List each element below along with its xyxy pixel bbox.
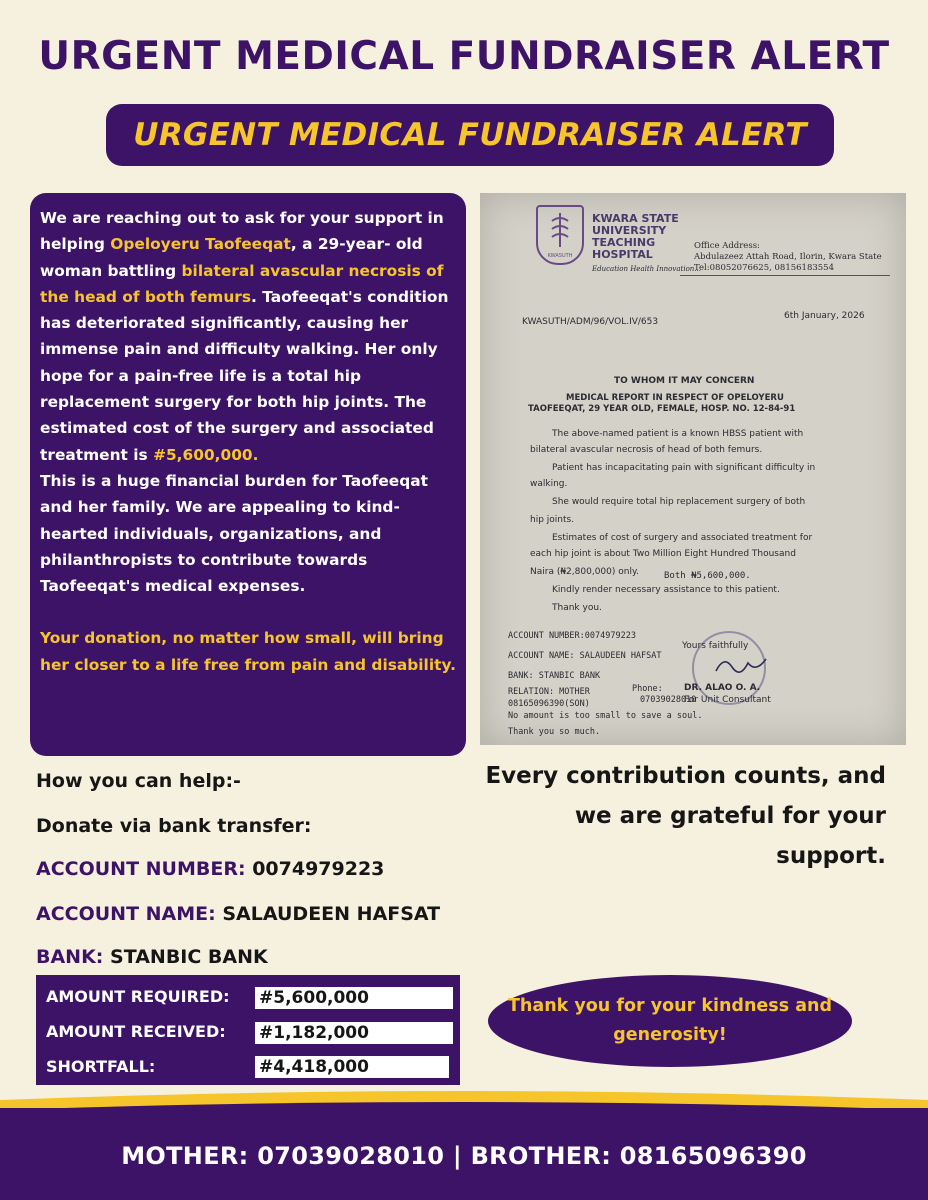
page-title: URGENT MEDICAL FUNDRAISER ALERT <box>38 34 890 79</box>
typed-phone-label: Phone: <box>632 684 663 694</box>
shortfall-value: #4,418,000 <box>254 1055 450 1079</box>
typed-thanks: Thank you so much. <box>508 727 601 737</box>
condition-name: bilateral avascular necrosis of the head of both femurs <box>40 261 444 306</box>
account-number-value: 0074979223 <box>252 858 385 880</box>
help-method: Donate via bank transfer: <box>36 815 312 837</box>
account-number-row <box>36 858 384 880</box>
svg-text:KWASUTH: KWASUTH <box>547 253 573 259</box>
story-text: . Taofeeqat's condition has deteriorated significantly, causing her immense pain and difficulty walking. Her only hope for a pain-free life is a total hip replacement surgery for both hip joints. The estimated cost of the surgery and associated treatment is <box>40 287 449 464</box>
shortfall-label: SHORTFALL: <box>46 1057 156 1076</box>
story-paragraph-3: Your donation, no matter how small, will bring her closer to a life free from pain and disability. <box>40 629 456 674</box>
thank-you-message: Thank you for your kindness and generosity! <box>488 975 852 1067</box>
account-name-value: SALAUDEEN HAFSAT <box>222 903 441 925</box>
amount-received-value: #1,182,000 <box>254 1021 454 1045</box>
hospital-logo-icon <box>538 207 582 263</box>
story-text: We are reaching out to ask for your support in helping <box>40 209 444 254</box>
signature-icon <box>712 651 772 679</box>
typed-phone-mother: 07039028010 <box>640 695 697 705</box>
typed-bank: BANK: STANBIC BANK <box>508 671 601 681</box>
medical-letter-photo <box>480 193 906 745</box>
letter-body-line: hip joints. <box>530 515 575 525</box>
hospital-name-line: HOSPITAL <box>592 248 653 261</box>
typed-account-number: ACCOUNT NUMBER:0074979223 <box>508 631 636 641</box>
handwritten-total: Both ₦5,600,000. <box>664 571 751 581</box>
letter-body-line: Patient has incapacitating pain with significant difficulty in <box>552 463 816 473</box>
amount-required-label: AMOUNT REQUIRED: <box>46 987 230 1006</box>
office-phone-line: Tel:08052076625, 08156183554 <box>694 263 835 273</box>
account-name-label: ACCOUNT NAME: <box>36 903 216 925</box>
hospital-logo <box>536 205 584 265</box>
office-address-label: Office Address: <box>694 241 760 251</box>
story-text: , a 29-year- old woman battling <box>40 235 423 280</box>
subject-line: MEDICAL REPORT IN RESPECT OF OPELOYERU <box>566 393 784 403</box>
hospital-name-line: KWARA STATE <box>592 212 679 225</box>
patient-name: Opeloyeru Taofeeqat <box>110 235 291 254</box>
closing: Yours faithfully <box>682 641 749 651</box>
title-banner: URGENT MEDICAL FUNDRAISER ALERT <box>106 104 834 166</box>
grateful-message: Every contribution counts, and we are grateful for your support. <box>485 763 886 869</box>
hospital-name-line: UNIVERSITY <box>592 224 667 237</box>
letter-body-line: Estimates of cost of surgery and associated treatment for <box>552 533 813 543</box>
reference-number: KWASUTH/ADM/96/VOL.IV/653 <box>522 317 659 327</box>
letter-body-line: walking. <box>530 479 568 489</box>
letterhead-divider <box>680 275 890 276</box>
story-paragraph-2: This is a huge financial burden for Taofeeqat and her family. We are appealing to kind-hearted individuals, organizations, and philanthropists to contribute towards Taofeeqat's medical expenses. <box>40 471 428 596</box>
amount-required-value: #5,600,000 <box>254 986 454 1010</box>
subject-line: TAOFEEQAT, 29 YEAR OLD, FEMALE, HOSP. NO. 12-84-91 <box>528 404 796 414</box>
typed-relation: RELATION: MOTHER <box>508 687 590 697</box>
amount-summary <box>36 975 460 1085</box>
cost-amount: #5,600,000. <box>153 445 259 464</box>
letter-body-line: Thank you. <box>552 603 602 613</box>
story-paragraph-1 <box>40 205 458 468</box>
office-address-line: Abdulazeez Attah Road, Ilorin, Kwara State <box>694 252 882 262</box>
typed-note: No amount is too small to save a soul. <box>508 711 703 721</box>
story-box <box>30 193 466 756</box>
amount-received-label: AMOUNT RECEIVED: <box>46 1022 226 1041</box>
letter-date: 6th January, 2026 <box>784 311 865 321</box>
account-name-row <box>36 903 440 925</box>
typed-account-name: ACCOUNT NAME: SALAUDEEN HAFSAT <box>508 651 662 661</box>
letter-body-line: The above-named patient is a known HBSS patient with <box>552 429 804 439</box>
letter-body-line: Kindly render necessary assistance to this patient. <box>552 585 780 595</box>
bank-value: STANBIC BANK <box>110 946 268 968</box>
salutation: TO WHOM IT MAY CONCERN <box>614 376 755 386</box>
help-heading: How you can help:- <box>36 770 241 792</box>
account-number-label: ACCOUNT NUMBER: <box>36 858 246 880</box>
letter-body-line: She would require total hip replacement surgery of both <box>552 497 806 507</box>
hospital-name-line: TEACHING <box>592 236 656 249</box>
letter-body-line: Naira (₦2,800,000) only. <box>530 567 639 577</box>
signatory-role: For Unit Consultant <box>684 695 771 705</box>
bank-label: BANK: <box>36 946 104 968</box>
letter-body-line: each hip joint is about Two Million Eight Hundred Thousand <box>530 549 796 559</box>
bank-row <box>36 946 268 968</box>
hospital-name <box>592 213 679 261</box>
hospital-tagline: Education Health Innovation... <box>592 265 701 273</box>
signatory-name: DR. ALAO O. A. <box>684 683 761 693</box>
typed-phone-son: 08165096390(SON) <box>508 699 590 709</box>
contact-phones: MOTHER: 07039028010 | BROTHER: 08165096390 <box>121 1142 807 1170</box>
letter-body-line: bilateral avascular necrosis of head of both femurs. <box>530 445 763 455</box>
